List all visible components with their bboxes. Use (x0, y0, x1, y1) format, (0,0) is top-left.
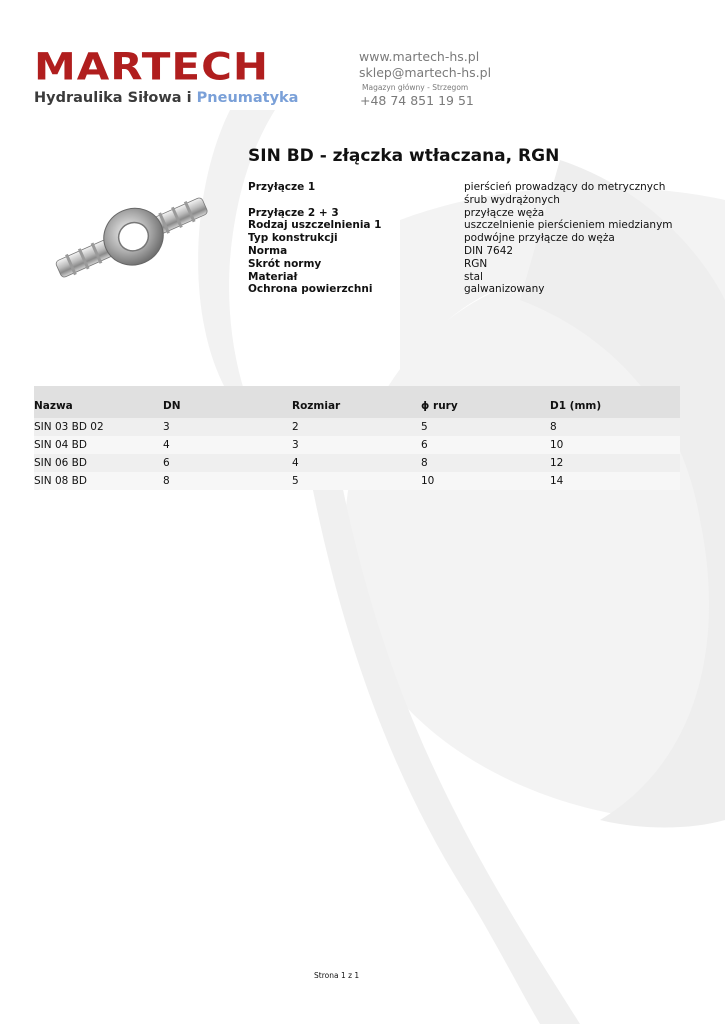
spec-label: Skrót normy (248, 257, 322, 270)
spec-label: Norma (248, 244, 288, 257)
spec-row (248, 181, 688, 207)
column-header-name: Nazwa (34, 400, 73, 412)
specs-list (248, 181, 688, 296)
page-number: Strona 1 z 1 (314, 971, 360, 980)
column-header-d1: D1 (mm) (550, 400, 602, 412)
table-row (34, 418, 680, 436)
logo-brand: MARTECH (34, 44, 270, 89)
spec-label: Materiał (248, 270, 298, 283)
spec-value: przyłącze węża (464, 206, 545, 219)
company-logo (34, 44, 299, 106)
table-cell: 10 (421, 475, 435, 487)
column-header-size: Rozmiar (292, 400, 341, 412)
table-cell: 3 (163, 421, 170, 433)
table-row (34, 436, 680, 454)
spec-value: pierścień prowadzący do metrycznych śrub wydrążonych (464, 181, 666, 206)
table-cell: 8 (550, 421, 557, 433)
spec-value: DIN 7642 (464, 244, 514, 257)
phone-number: +48 74 851 19 51 (360, 93, 474, 108)
table-row (34, 454, 680, 472)
variants-table (34, 386, 680, 490)
column-header-pipe-diameter: ϕ rury (421, 400, 458, 412)
table-cell: SIN 08 BD (34, 475, 87, 487)
spec-label: Typ konstrukcji (248, 232, 338, 245)
table-cell: 4 (163, 439, 170, 451)
spec-row (248, 271, 688, 284)
column-header-dn: DN (163, 400, 181, 412)
table-header (34, 386, 680, 418)
table-cell: 14 (550, 475, 564, 487)
table-cell: 8 (163, 475, 170, 487)
spec-value: stal (464, 270, 483, 283)
spec-label: Rodzaj uszczelnienia 1 (248, 219, 382, 232)
spec-label: Przyłącze 1 (248, 181, 316, 193)
spec-label: Ochrona powierzchni (248, 283, 373, 296)
spec-value: galwanizowany (464, 283, 545, 296)
table-cell: 10 (550, 439, 564, 451)
spec-value: RGN (464, 257, 488, 270)
spec-row (248, 219, 688, 232)
product-image (48, 186, 218, 290)
spec-value: uszczelnienie pierścieniem miedzianym (464, 219, 673, 232)
table-cell: 3 (292, 439, 299, 451)
website-link[interactable]: www.martech-hs.pl (359, 49, 480, 64)
email-link[interactable]: sklep@martech-hs.pl (359, 65, 492, 80)
product-title: SIN BD - złączka wtłaczana, RGN (248, 146, 560, 166)
spec-row (248, 283, 688, 296)
table-cell: 6 (421, 439, 428, 451)
table-cell: SIN 06 BD (34, 457, 87, 469)
table-row (34, 472, 680, 490)
table-cell: 2 (292, 421, 299, 433)
contact-block (359, 49, 491, 109)
spec-label: Przyłącze 2 + 3 (248, 206, 339, 219)
spec-row (248, 232, 688, 245)
spec-row (248, 207, 688, 220)
spec-value: podwójne przyłącze do węża (464, 232, 615, 245)
table-cell: SIN 03 BD 02 (34, 421, 104, 433)
table-cell: 5 (292, 475, 299, 487)
logo-tagline-blue: Pneumatyka (196, 90, 299, 106)
table-cell: 6 (163, 457, 170, 469)
table-cell: SIN 04 BD (34, 439, 87, 451)
table-cell: 4 (292, 457, 299, 469)
logo-tagline (34, 90, 298, 106)
table-cell: 5 (421, 421, 428, 433)
warehouse-label: Magazyn główny - Strzegom (362, 83, 469, 92)
table-cell: 8 (421, 457, 428, 469)
spec-row (248, 258, 688, 271)
logo-tagline-dark: Hydraulika Siłowa i (34, 90, 197, 106)
table-cell: 12 (550, 457, 564, 469)
spec-row (248, 245, 688, 258)
